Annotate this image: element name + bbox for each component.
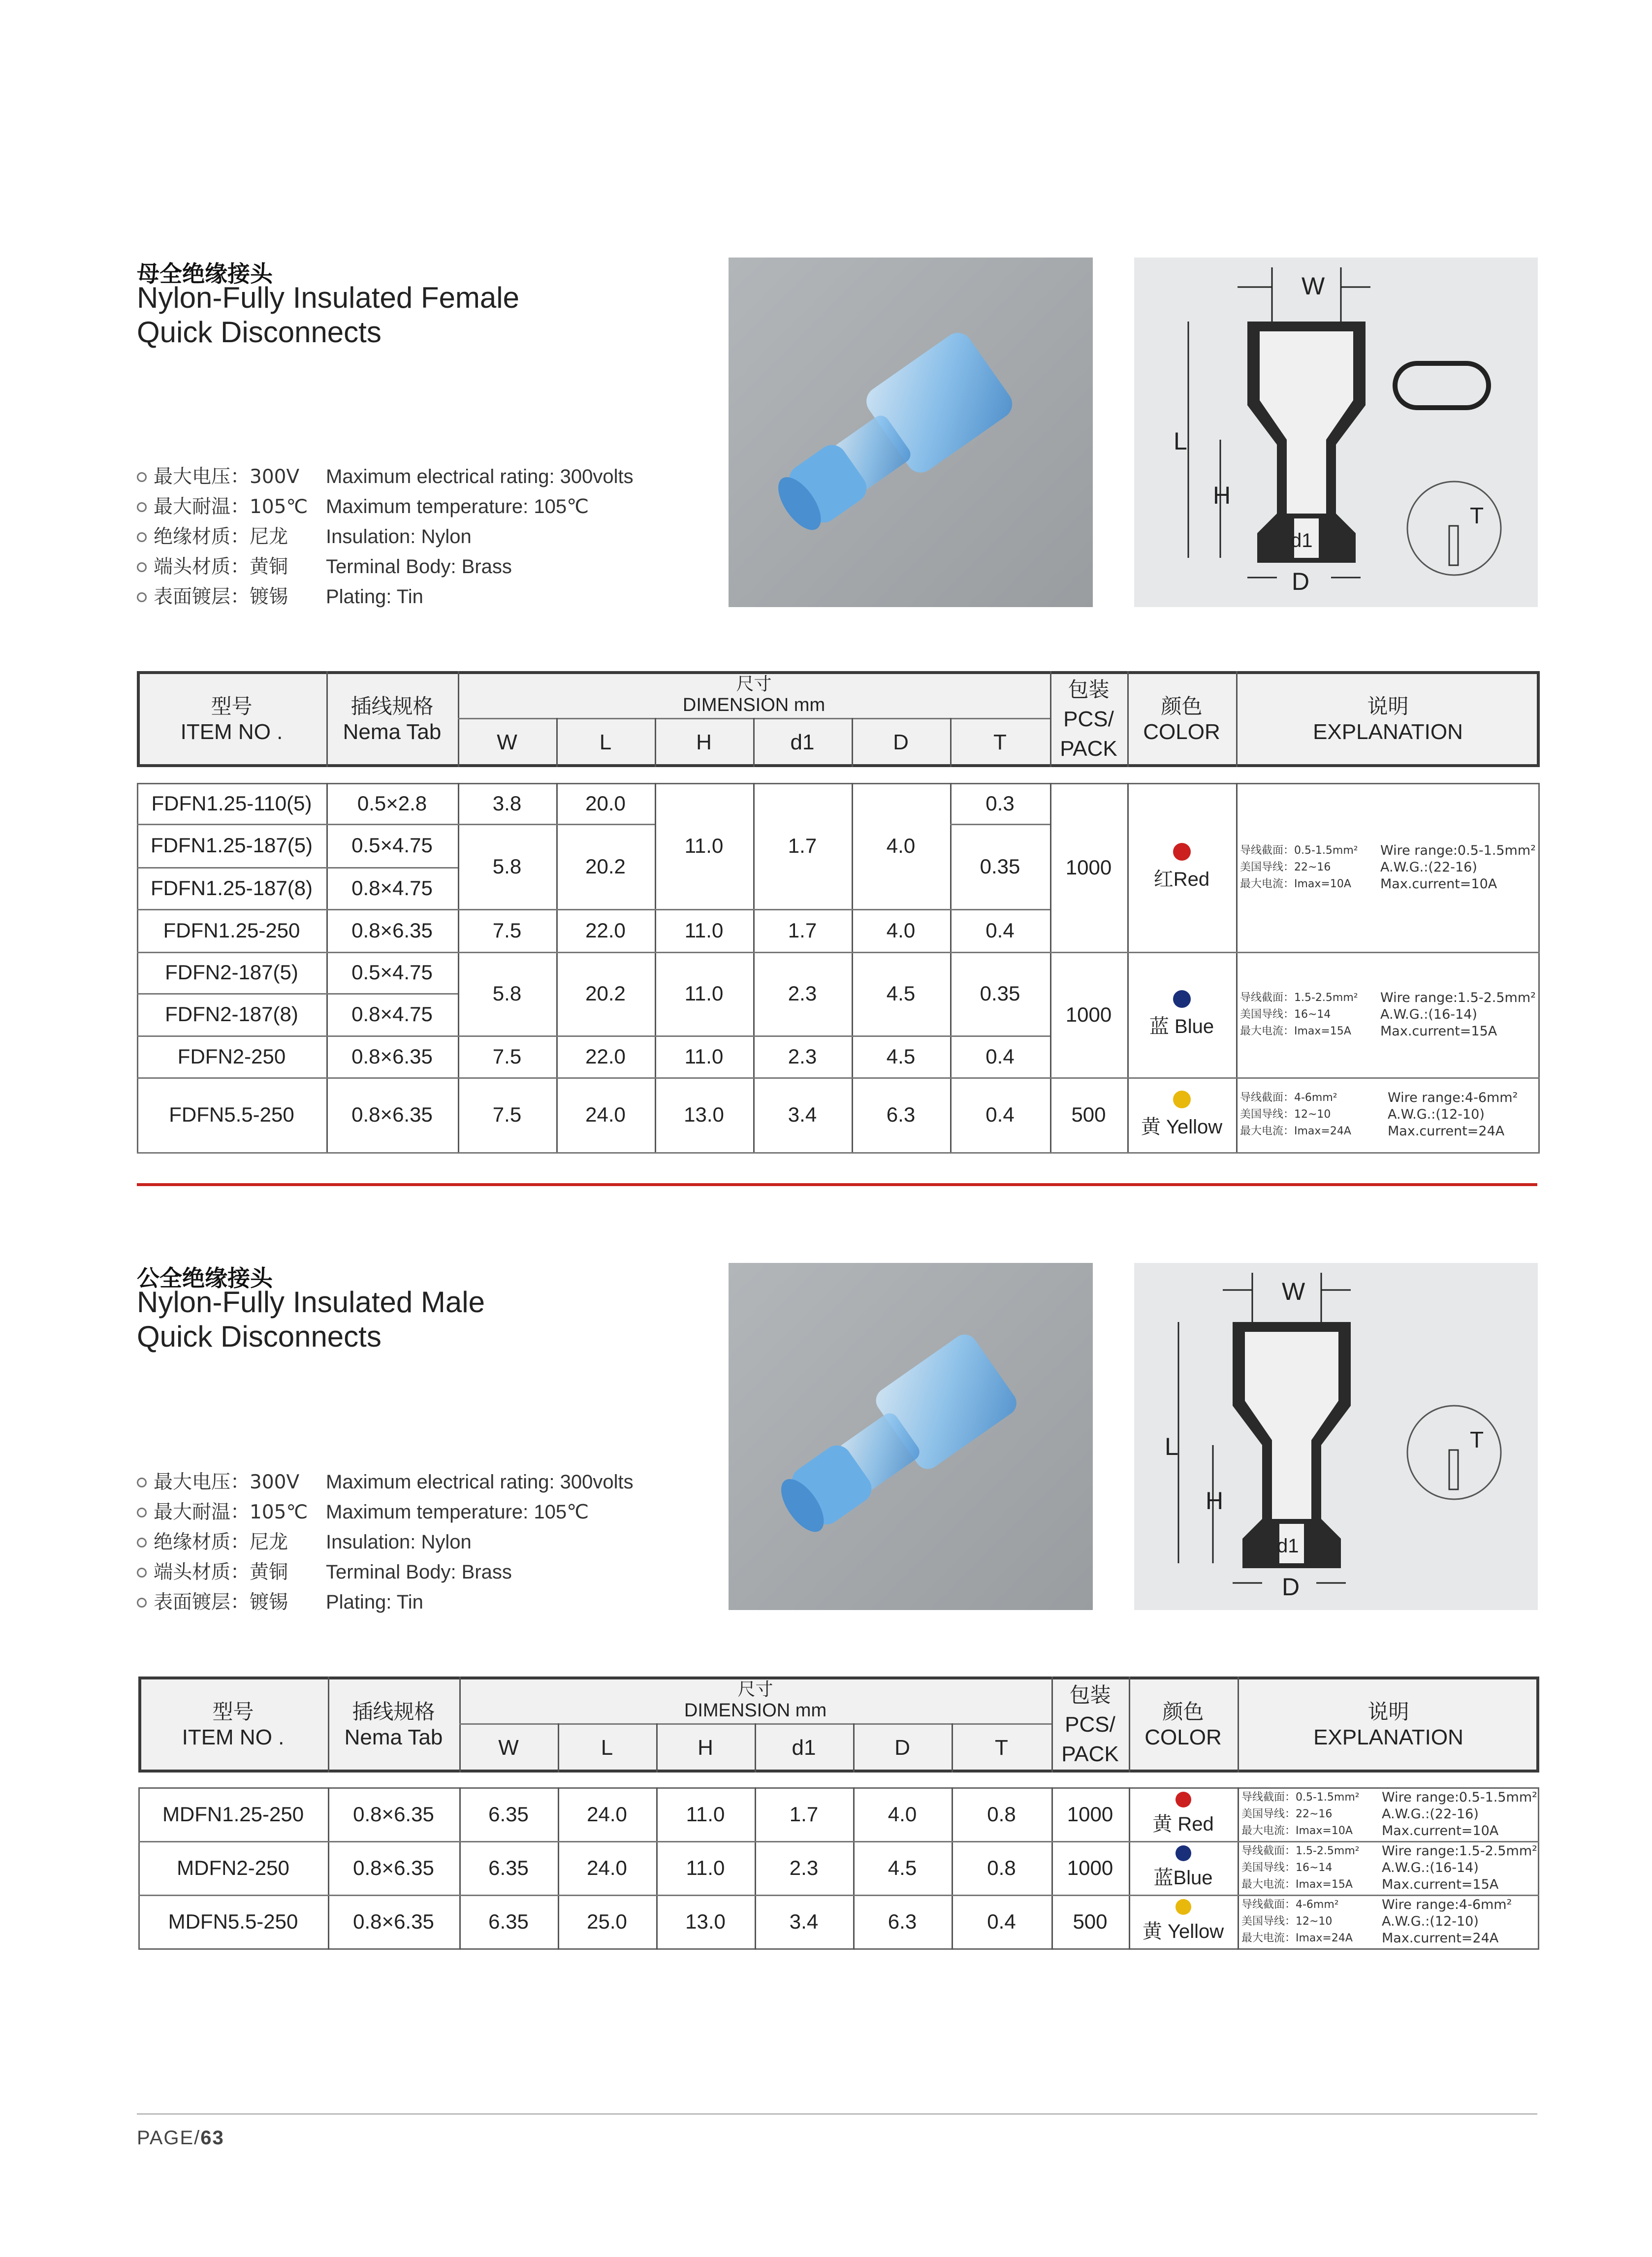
table-cell-explanation: 导线截面：1.5-2.5mm² 美国导线：16~14 最大电流：Imax=15A Wire range:1.5-2.5mm² A.W.G.:(16-14) Max.current=15A: [1240, 990, 1536, 1039]
section1-title-en-line2: Quick Disconnects: [137, 316, 381, 349]
header-pack: 包装 PCS/ PACK: [1061, 1682, 1119, 1766]
header-D: D: [894, 1736, 910, 1760]
table-cell-tab: 0.8×6.35: [351, 1044, 433, 1068]
table-cell-L: 20.2: [585, 982, 626, 1005]
table-cell-H: 11.0: [686, 1856, 725, 1879]
spec-item: 端头材质：黄铜 Terminal Body: Brass: [137, 552, 634, 582]
header-color: 颜色 COLOR: [1144, 1699, 1222, 1749]
yellow-dot-icon: [1175, 1899, 1191, 1915]
table-cell-d1: 2.3: [789, 1856, 819, 1879]
female-spec-table: [137, 671, 1540, 1154]
table-cell-item: FDFN2-250: [177, 1044, 286, 1068]
header-L: L: [599, 730, 612, 754]
table-cell-pack: 500: [1073, 1909, 1108, 1933]
header-D: D: [893, 730, 909, 754]
section1-title-en: [137, 281, 519, 350]
table-cell-L: 22.0: [585, 918, 626, 942]
table-cell-explanation: 导线截面：0.5-1.5mm² 美国导线：22~16 最大电流：Imax=10A Wire range:0.5-1.5mm² A.W.G.:(22-16) Max.current=10A: [1241, 1789, 1537, 1838]
header-nema-tab: 插线规格 Nema Tab: [344, 1699, 443, 1749]
table-cell-D: 4.5: [886, 1044, 916, 1068]
spec-item: 最大电压：300V Maximum electrical rating: 300volts: [137, 462, 634, 492]
table-cell-W: 7.5: [492, 1044, 522, 1068]
section2-spec-list: [137, 1467, 634, 1617]
table-cell-H: 11.0: [686, 1802, 725, 1826]
spec-item: 绝缘材质：尼龙 Insulation: Nylon: [137, 522, 634, 552]
table-cell-D: 4.0: [886, 834, 916, 857]
svg-text:d1: d1: [1277, 1535, 1299, 1557]
table-cell-H: 11.0: [684, 834, 724, 857]
table-cell-L: 24.0: [587, 1802, 627, 1826]
svg-text:L: L: [1165, 1433, 1178, 1460]
table-cell-T: 0.4: [985, 1044, 1015, 1068]
table-cell-tab: 0.5×4.75: [351, 961, 433, 984]
table-cell-pack: 1000: [1067, 1802, 1113, 1826]
table-cell-d1: 2.3: [788, 982, 817, 1005]
table-cell-T: 0.4: [987, 1909, 1016, 1933]
header-H: H: [698, 1736, 713, 1760]
table-cell-W: 7.5: [492, 1103, 522, 1126]
header-item-no: 型号 ITEM NO .: [182, 1699, 285, 1749]
header-explanation: 说明 EXPLANATION: [1313, 1699, 1463, 1749]
female-dimension-drawing: [1134, 258, 1538, 607]
table-cell-tab: 0.8×6.35: [353, 1802, 434, 1826]
section1-title-cn: 母全绝缘接头: [137, 260, 273, 287]
table-cell-pack: 1000: [1065, 1002, 1112, 1026]
blue-dot-icon: [1173, 990, 1191, 1008]
section2-title-cn: 公全绝缘接头: [137, 1265, 273, 1291]
header-color: 颜色 COLOR: [1143, 694, 1220, 744]
table-cell-pack: 500: [1071, 1103, 1106, 1126]
svg-text:T: T: [1470, 1427, 1484, 1452]
header-T: T: [995, 1736, 1008, 1760]
table-cell-L: 22.0: [585, 1044, 626, 1068]
header-T: T: [993, 730, 1007, 754]
bullet-icon: [137, 1538, 147, 1548]
red-dot-icon: [1173, 843, 1191, 861]
red-dot-icon: [1175, 1792, 1191, 1807]
table-cell-tab: 0.8×4.75: [351, 876, 433, 900]
table-cell-d1: 3.4: [788, 1103, 817, 1126]
header-dimension: 尺寸 DIMENSION mm: [682, 674, 826, 715]
svg-text:d1: d1: [1291, 530, 1313, 551]
section-divider: [137, 1183, 1537, 1186]
spec-item: 最大耐温：105℃ Maximum temperature: 105℃: [137, 492, 634, 522]
table-cell-item: FDFN1.25-250: [163, 918, 300, 942]
section1-title-en-line1: Nylon-Fully Insulated Female: [137, 281, 519, 314]
table-cell-tab: 0.8×6.35: [353, 1909, 434, 1933]
table-cell-D: 6.3: [886, 1103, 916, 1126]
table-cell-pack: 1000: [1067, 1856, 1113, 1879]
table-cell-D: 6.3: [888, 1909, 917, 1933]
spec-item: 最大耐温：105℃ Maximum temperature: 105℃: [137, 1497, 634, 1527]
table-cell-D: 4.0: [888, 1802, 917, 1826]
svg-text:H: H: [1213, 482, 1231, 509]
table-cell-d1: 1.7: [789, 1802, 819, 1826]
svg-text:W: W: [1282, 1278, 1305, 1305]
table-cell-tab: 0.8×6.35: [353, 1856, 434, 1879]
section2-title-en-line2: Quick Disconnects: [137, 1320, 381, 1353]
table-cell-tab: 0.8×4.75: [351, 1002, 433, 1026]
table-cell-T: 0.35: [980, 854, 1020, 878]
spec-item: 最大电压：300V Maximum electrical rating: 300volts: [137, 1467, 634, 1497]
table-cell-H: 13.0: [685, 1909, 726, 1933]
table-cell-W: 6.35: [488, 1909, 529, 1933]
svg-text:H: H: [1206, 1487, 1224, 1515]
page-number: PAGE/63: [137, 2127, 224, 2149]
table-cell-D: 4.5: [886, 982, 916, 1005]
table-cell-item: MDFN1.25-250: [162, 1802, 304, 1826]
table-cell-W: 5.8: [492, 982, 522, 1005]
male-connector-photo: [729, 1263, 1093, 1610]
table-cell-tab: 0.8×6.35: [351, 918, 433, 942]
bullet-icon: [137, 1478, 147, 1487]
table-cell-color: 红Red: [1127, 783, 1236, 952]
bullet-icon: [137, 532, 147, 542]
table-cell-tab: 0.5×4.75: [351, 834, 433, 857]
table-cell-item: FDFN1.25-187(8): [150, 876, 313, 900]
header-W: W: [497, 730, 517, 754]
header-dimension: 尺寸 DIMENSION mm: [684, 1679, 827, 1721]
header-item-no: 型号 ITEM NO .: [180, 694, 283, 744]
table-cell-item: FDFN5.5-250: [169, 1103, 294, 1126]
table-cell-color: 蓝 Blue: [1127, 952, 1236, 1077]
header-W: W: [498, 1736, 519, 1760]
table-cell-T: 0.4: [985, 1103, 1015, 1126]
table-cell-color: 黄 Yellow: [1129, 1895, 1238, 1948]
table-cell-explanation: 导线截面：4-6mm² 美国导线：12~10 最大电流：Imax=24A Wire range:4-6mm² A.W.G.:(12-10) Max.current=24A: [1240, 1090, 1518, 1139]
section2-title-en: [137, 1285, 485, 1354]
table-cell-pack: 1000: [1065, 855, 1112, 879]
header-explanation: 说明 EXPLANATION: [1313, 694, 1463, 744]
table-cell-tab: 0.5×2.8: [357, 791, 427, 815]
spec-item: 绝缘材质：尼龙 Insulation: Nylon: [137, 1527, 634, 1557]
table-cell-d1: 2.3: [788, 1044, 817, 1068]
table-cell-d1: 1.7: [788, 918, 817, 942]
table-cell-explanation: 导线截面：0.5-1.5mm² 美国导线：22~16 最大电流：Imax=10A Wire range:0.5-1.5mm² A.W.G.:(22-16) Max.current=10A: [1240, 842, 1536, 892]
table-cell-L: 20.0: [585, 791, 626, 815]
spec-item: 表面镀层：镀锡 Plating: Tin: [137, 1587, 634, 1617]
header-d1: d1: [792, 1736, 816, 1760]
section2-title-en-line1: Nylon-Fully Insulated Male: [137, 1286, 485, 1319]
bullet-icon: [137, 472, 147, 482]
table-cell-H: 11.0: [684, 1044, 724, 1068]
table-cell-explanation: 导线截面：4-6mm² 美国导线：12~10 最大电流：Imax=24A Wire range:4-6mm² A.W.G.:(12-10) Max.current=24A: [1241, 1897, 1512, 1946]
table-cell-item: FDFN1.25-110(5): [151, 791, 312, 815]
table-cell-T: 0.4: [985, 918, 1015, 942]
table-cell-item: FDFN2-187(8): [165, 1002, 298, 1026]
header-pack: 包装 PCS/ PACK: [1060, 677, 1117, 761]
table-cell-d1: 1.7: [788, 834, 817, 857]
svg-text:D: D: [1282, 1573, 1300, 1601]
table-cell-d1: 3.4: [789, 1909, 819, 1933]
table-cell-H: 11.0: [684, 982, 724, 1005]
table-cell-H: 11.0: [684, 918, 724, 942]
table-cell-T: 0.8: [987, 1802, 1016, 1826]
table-cell-item: MDFN2-250: [177, 1856, 289, 1879]
header-H: H: [696, 730, 712, 754]
svg-text:T: T: [1470, 503, 1484, 528]
spec-item: 端头材质：黄铜 Terminal Body: Brass: [137, 1557, 634, 1587]
footer-rule: [137, 2113, 1537, 2115]
spec-item: 表面镀层：镀锡 Plating: Tin: [137, 582, 634, 612]
table-cell-W: 7.5: [492, 918, 522, 942]
section1-spec-list: [137, 462, 634, 612]
male-spec-table: [138, 1677, 1539, 1950]
header-nema-tab: 插线规格 Nema Tab: [343, 694, 442, 744]
table-cell-L: 24.0: [587, 1856, 627, 1879]
table-cell-L: 24.0: [585, 1103, 626, 1126]
header-L: L: [601, 1736, 613, 1760]
table-cell-item: FDFN1.25-187(5): [150, 834, 313, 857]
table-cell-H: 13.0: [684, 1103, 724, 1126]
table-cell-item: FDFN2-187(5): [165, 961, 298, 984]
table-cell-item: MDFN5.5-250: [168, 1909, 298, 1933]
male-dimension-drawing: [1134, 1263, 1538, 1610]
table-cell-tab: 0.8×6.35: [351, 1103, 433, 1126]
table-cell-W: 5.8: [492, 854, 522, 878]
blue-dot-icon: [1175, 1845, 1191, 1861]
table-cell-color: 黄 Yellow: [1127, 1077, 1236, 1152]
table-cell-T: 0.3: [985, 791, 1015, 815]
yellow-dot-icon: [1173, 1091, 1191, 1108]
table-cell-W: 3.8: [492, 791, 522, 815]
bullet-icon: [137, 1508, 147, 1517]
table-cell-explanation: 导线截面：1.5-2.5mm² 美国导线：16~14 最大电流：Imax=15A Wire range:1.5-2.5mm² A.W.G.:(16-14) Max.current=15A: [1241, 1843, 1537, 1892]
bullet-icon: [137, 1568, 147, 1578]
bullet-icon: [137, 502, 147, 512]
svg-text:L: L: [1174, 427, 1187, 455]
table-cell-color: 蓝Blue: [1129, 1841, 1238, 1895]
table-cell-L: 25.0: [587, 1909, 627, 1933]
table-cell-L: 20.2: [585, 854, 626, 878]
table-cell-color: 黄 Red: [1129, 1787, 1238, 1841]
table-cell-W: 6.35: [488, 1856, 529, 1879]
table-cell-T: 0.8: [987, 1856, 1016, 1879]
table-cell-T: 0.35: [980, 982, 1020, 1005]
bullet-icon: [137, 562, 147, 572]
label-W: W: [1302, 272, 1325, 300]
bullet-icon: [137, 592, 147, 602]
table-cell-D: 4.5: [888, 1856, 917, 1879]
bullet-icon: [137, 1598, 147, 1608]
table-cell-W: 6.35: [488, 1802, 529, 1826]
header-d1: d1: [790, 730, 815, 754]
table-cell-D: 4.0: [886, 918, 916, 942]
svg-text:D: D: [1292, 568, 1310, 595]
female-connector-photo: [729, 258, 1093, 607]
